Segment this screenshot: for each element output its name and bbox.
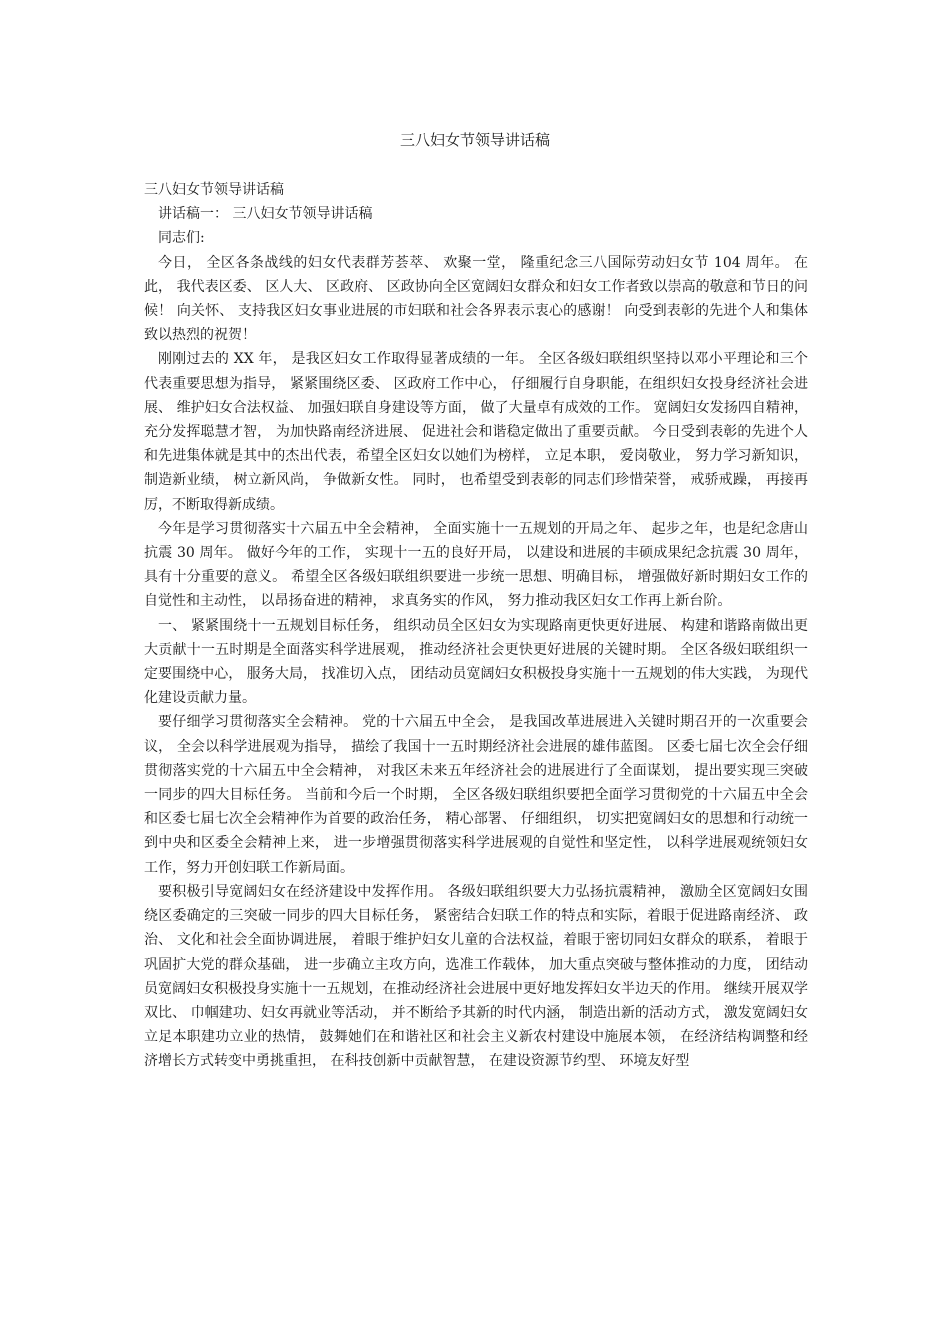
speech-subheading: 讲话稿一： 三八妇女节领导讲话稿	[158, 206, 373, 223]
body-paragraph: 要积极引导宽阔妇女在经济建设中发挥作用。 各级妇联组织要大力弘扬抗震精神， 激励全区宽阔妇女围绕区委确定的三突破一同步的四大目标任务， 紧密结合妇联工作的特点和实际，着眼于促进路南经济、 政治、 文化和社会全面协调进展， 着眼于维护妇女儿童的合法权益，着眼于密切同妇女群众的联系， 着眼于巩固扩大党的群众基础， 进一步确立主攻方向，选准工作载体， 加大重点突破与整体推动的力度， 团结动员宽阔妇女积极投身实施十一五规划，在推动经济社会进展中更好地发挥妇女半边天的作用。 继续开展双学双比、 巾帼建功、妇女再就业等活动， 并不断给予其新的时代内涵， 制造出新的活动方式， 激发宽阔妇女立足本职建功立业的热情， 鼓舞她们在和谐社区和社会主义新农村建设中施展本领， 在经济结构调整和经济增长方式转变中勇挑重担， 在科技创新中贡献智慧， 在建设资源节约型、 环境友好型	[144, 883, 808, 1070]
body-paragraph: 要仔细学习贯彻落实全会精神。 党的十六届五中全会， 是我国改革进展进入关键时期召开的一次重要会议， 全会以科学进展观为指导， 描绘了我国十一五时期经济社会进展的雄伟蓝图。 区委七届七次全会仔细贯彻落实党的十六届五中全会精神， 对我区未来五年经济社会的进展进行了全面谋划， 提出要实现三突破一同步的四大目标任务。 当前和今后一个时期， 全区各级妇联组织要把全面学习贯彻党的十六届五中全会和区委七届七次全会精神作为首要的政治任务， 精心部署、 仔细组织， 切实把宽阔妇女的思想和行动统一到中央和区委全会精神上来， 进一步增强贯彻落实科学进展观的自觉性和坚定性， 以科学进展观统领妇女工作，努力开创妇联工作新局面。	[144, 714, 808, 876]
body-paragraph: 今年是学习贯彻落实十六届五中全会精神， 全面实施十一五规划的开局之年、 起步之年，也是纪念唐山抗震 30 周年。 做好今年的工作， 实现十一五的良好开局， 以建设和进展的丰硕成果纪念抗震 30 周年， 具有十分重要的意义。 希望全区各级妇联组织要进一步统一思想、明确目标， 增强做好新时期妇女工作的自觉性和主动性， 以昂扬奋进的精神， 求真务实的作风， 努力推动我区妇女工作再上新台阶。	[144, 520, 808, 610]
body-paragraph: 今日， 全区各条战线的妇女代表群芳荟萃、 欢聚一堂， 隆重纪念三八国际劳动妇女节 104 周年。 在此， 我代表区委、 区人大、 区政府、 区政协向全区宽阔妇女群众和妇女工作者致以崇高的敬意和节日的问候！ 向关怀、 支持我区妇女事业进展的市妇联和社会各界表示衷心的感谢！ 向受到表彰的先进个人和集体致以热烈的祝贺！	[144, 254, 808, 344]
greeting: 同志们:	[158, 230, 205, 247]
document-body	[144, 178, 808, 1074]
document-title: 三八妇女节领导讲话稿	[399, 131, 550, 149]
body-paragraph: 刚刚过去的 XX 年， 是我区妇女工作取得显著成绩的一年。 全区各级妇联组织坚持以邓小平理论和三个代表重要思想为指导， 紧紧围绕区委、 区政府工作中心， 仔细履行自身职能，在组织妇女投身经济社会进展、 维护妇女合法权益、 加强妇联自身建设等方面， 做了大量卓有成效的工作。 宽阔妇女发扬四自精神， 充分发挥聪慧才智， 为加快路南经济进展、 促进社会和谐稳定做出了重要贡献。 今日受到表彰的先进个人和先进集体就是其中的杰出代表，希望全区妇女以她们为榜样， 立足本职， 爱岗敬业， 努力学习新知识， 制造新业绩， 树立新风尚， 争做新女性。 同时， 也希望受到表彰的同志们珍惜荣誉， 戒骄戒躁， 再接再厉，不断取得新成绩。	[144, 351, 808, 513]
body-paragraph: 一、 紧紧围绕十一五规划目标任务， 组织动员全区妇女为实现路南更快更好进展、 构建和谐路南做出更大贡献十一五时期是全面落实科学进展观， 推动经济社会更快更好进展的关键时期。 全区各级妇联组织一定要围绕中心， 服务大局， 找准切入点， 团结动员宽阔妇女积极投身实施十一五规划的伟大实践， 为现代化建设贡献力量。	[144, 617, 808, 707]
section-heading: 三八妇女节领导讲话稿	[144, 182, 284, 198]
